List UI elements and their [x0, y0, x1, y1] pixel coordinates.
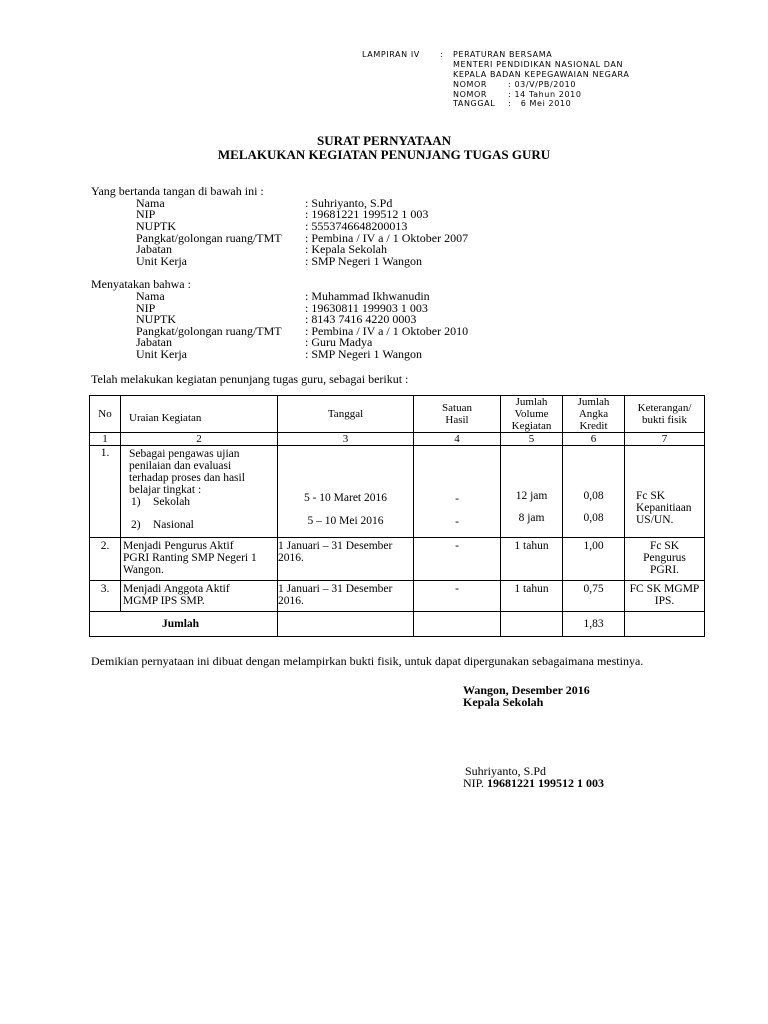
total-empty-cell: [501, 612, 563, 637]
header-tanggal-label: TANGGAL: [453, 99, 496, 108]
table-row: [90, 581, 705, 612]
header-tanggal: Tanggal: [278, 396, 414, 433]
table-intro: Telah melakukan kegiatan penunjang tugas guru, sebagai berikut :: [91, 372, 409, 386]
header-line-2: MENTERI PENDIDIKAN NASIONAL DAN: [453, 60, 624, 69]
document-subtitle: MELAKUKAN KEGIATAN PENUNJANG TUGAS GURU: [217, 147, 551, 162]
subject-value-unit: : SMP Negeri 1 Wangon: [305, 347, 423, 361]
row1-keterangan: Fc SK Kepanitiaan US/UN.: [625, 446, 705, 538]
signer-label-nuptk: NUPTK: [136, 219, 177, 233]
subject-value-pangkat: : Pembina / IV a / 1 Oktober 2010: [305, 324, 469, 338]
signer-value-pangkat: : Pembina / IV a / 1 Oktober 2007: [305, 231, 469, 245]
signature-position: Kepala Sekolah: [463, 695, 544, 709]
subject-value-nuptk: : 8143 7416 4220 0003: [305, 312, 417, 326]
row2-no: 2.: [90, 538, 121, 581]
row3-desc: Menjadi Anggota Aktif MGMP IPS SMP.: [121, 581, 278, 612]
total-empty-cell: [278, 612, 414, 637]
index-cell: 4: [414, 433, 501, 446]
document-title: SURAT PERNYATAAN: [317, 133, 451, 148]
signer-value-nip: : 19681221 199512 1 003: [305, 207, 429, 221]
total-kredit: 1,83: [563, 612, 625, 637]
row2-keterangan: Fc SK Pengurus PGRI.: [625, 538, 705, 581]
subject-label-unit: Unit Kerja: [136, 347, 187, 361]
row3-kredit: 0,75: [563, 581, 625, 612]
table-row: [90, 446, 705, 538]
row3-volume: 1 tahun: [501, 581, 563, 612]
subject-value-nama: : Muhammad Ikhwanudin: [305, 289, 430, 303]
header-nomor1-value: : 03/V/PB/2010: [508, 80, 577, 89]
header-satuan: Satuan Hasil: [414, 396, 501, 433]
header-line-3: KEPALA BADAN KEPEGAWAIAN NEGARA: [453, 70, 630, 79]
header-nomor2-label: NOMOR: [453, 90, 488, 99]
total-empty-cell: [625, 612, 705, 637]
signature-place-date: Wangon, Desember 2016: [463, 683, 590, 697]
index-cell: 2: [121, 433, 278, 446]
subject-label-nama: Nama: [136, 289, 165, 303]
row1-no: 1.: [90, 446, 121, 538]
lampiran-colon: :: [440, 50, 444, 59]
signer-value-nuptk: : 5553746648200013: [305, 219, 408, 233]
signer-label-jabatan: Jabatan: [136, 242, 172, 256]
lampiran-label: LAMPIRAN IV: [362, 50, 420, 59]
table-header-row: [90, 396, 705, 433]
row1-volume: 12 jam 8 jam: [501, 446, 563, 538]
subject-value-nip: : 19630811 199903 1 003: [305, 301, 428, 315]
activity-table: [89, 395, 705, 637]
row2-kredit: 1,00: [563, 538, 625, 581]
signer-label-pangkat: Pangkat/golongan ruang/TMT: [136, 231, 282, 245]
header-uraian: Uraian Kegiatan: [121, 396, 278, 433]
header-kredit: Jumlah Angka Kredit: [563, 396, 625, 433]
row2-desc: Menjadi Pengurus Aktif PGRI Ranting SMP Negeri 1 Wangon.: [121, 538, 278, 581]
subject-label-nuptk: NUPTK: [136, 312, 177, 326]
table-row: [90, 538, 705, 581]
header-line-1: PERATURAN BERSAMA: [453, 50, 553, 59]
row3-satuan: -: [414, 581, 501, 612]
signer-label-nama: Nama: [136, 196, 165, 210]
signer-intro: Yang bertanda tangan di bawah ini :: [91, 184, 264, 198]
subject-label-pangkat: Pangkat/golongan ruang/TMT: [136, 324, 282, 338]
row2-volume: 1 tahun: [501, 538, 563, 581]
header-nomor2-value: : 14 Tahun 2010: [508, 90, 582, 99]
row2-satuan: -: [414, 538, 501, 581]
header-keterangan: Keterangan/ bukti fisik: [625, 396, 705, 433]
index-cell: 6: [563, 433, 625, 446]
signer-value-nama: : Suhriyanto, S.Pd: [305, 196, 393, 210]
index-cell: 3: [278, 433, 414, 446]
row2-tanggal: 1 Januari – 31 Desember 2016.: [278, 538, 414, 581]
header-no: No: [90, 396, 121, 433]
signature-nip: [463, 778, 604, 790]
row3-tanggal: 1 Januari – 31 Desember 2016.: [278, 581, 414, 612]
header-tanggal-value: : 6 Mei 2010: [508, 99, 572, 108]
signer-value-jabatan: : Kepala Sekolah: [305, 242, 387, 256]
signature-nip-value: 19681221 199512 1 003: [487, 776, 605, 790]
total-empty-cell: [414, 612, 501, 637]
signer-label-unit: Unit Kerja: [136, 254, 187, 268]
index-cell: 1: [90, 433, 121, 446]
table-total-row: [90, 612, 705, 637]
row1-kredit: 0,08 0,08: [563, 446, 625, 538]
row3-no: 3.: [90, 581, 121, 612]
row3-keterangan: FC SK MGMP IPS.: [625, 581, 705, 612]
index-cell: 5: [501, 433, 563, 446]
row1-satuan: - -: [414, 446, 501, 538]
subject-value-jabatan: : Guru Madya: [305, 335, 373, 349]
index-cell: 7: [625, 433, 705, 446]
total-label-cell: Jumlah: [90, 612, 278, 637]
header-nomor1-label: NOMOR: [453, 80, 488, 89]
signature-nip-label: NIP.: [463, 776, 485, 790]
table-index-row: [90, 433, 705, 446]
signature-name: Suhriyanto, S.Pd: [465, 764, 547, 778]
subject-label-nip: NIP: [136, 301, 156, 315]
subject-intro: Menyatakan bahwa :: [91, 277, 191, 291]
row1-desc: Sebagai pengawas ujian penilaian dan evaluasi terhadap proses dan hasil belajar tingkat : 1) Sekolah 2) Nasional: [121, 446, 278, 538]
header-volume: Jumlah Volume Kegiatan: [501, 396, 563, 433]
subject-label-jabatan: Jabatan: [136, 335, 172, 349]
signer-label-nip: NIP: [136, 207, 156, 221]
closing-statement: Demikian pernyataan ini dibuat dengan melampirkan bukti fisik, untuk dapat dipergunakan sebagaimana mestinya.: [91, 654, 644, 668]
signer-value-unit: : SMP Negeri 1 Wangon: [305, 254, 423, 268]
row1-tanggal: 5 - 10 Maret 2016 5 – 10 Mei 2016: [278, 446, 414, 538]
